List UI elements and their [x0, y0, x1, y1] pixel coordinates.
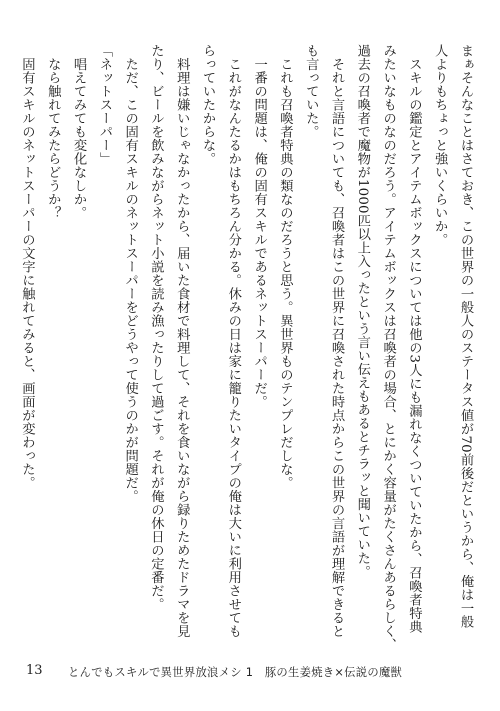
text-line: たり、ビールを飲みながらネット小説を読み漁ったりして過ごす。それが俺の休日の定番だ。 [148, 44, 164, 611]
text-line: 固有スキルのネットスーパーの文字に触れてみると、画面が変わった。 [19, 44, 35, 490]
text-line: 「ネットスーパー」 [96, 44, 112, 166]
text-line: らっていたからな。 [200, 44, 216, 166]
page-number: 13 [26, 663, 43, 678]
body-text [19, 44, 478, 652]
text-line: 一番の問題は、俺の固有スキルであるネットスーパーだ。 [251, 44, 267, 409]
text-line: これも召喚者特典の類なのだろうと思う。異世界ものテンプレだしな。 [277, 44, 293, 490]
text-line: なら触れてみたらどうか？ [45, 44, 61, 220]
text-line: これがなんたるかはもちろん分かる。休みの日は家に籠りたいタイプの俺は大いに利用させても [225, 44, 241, 638]
text-line: 過去の召喚者で魔物が1000匹以上入ったという言い伝えもあるとチラッと聞いていた。 [354, 44, 370, 579]
text-line: みたいなものなのだろう。アイテムボックスは召喚者の場合、とにかく容量がたくさんあるらしく、 [380, 44, 396, 652]
text-line: 料理は嫌いじゃなかったから、届いた食材で料理して、それを食いながら録りためたドラマを見 [174, 44, 190, 638]
text-line: 唱えてみても変化なしか。 [71, 44, 87, 220]
text-line: も言っていた。 [303, 44, 319, 139]
text-line: まぁそんなことはさておき、この世界の一般人のステータス値が70前後だというから、俺は一般 [458, 44, 473, 629]
text-line: スキルの鑑定とアイテムボックスについては他の3人にも漏れなくついていたから、召喚者特典 [406, 44, 422, 634]
running-title: とんでもスキルで異世界放浪メシ 1 豚の生姜焼き×伝説の魔獣 [68, 666, 403, 679]
text-line: ただ、この固有スキルのネットスーパーをどうやって使うのかが問題だ。 [122, 44, 138, 503]
text-line: それと言語についても、召喚者はこの世界に召喚された時点からこの世界の言語が理解できると [329, 44, 345, 638]
text-line: 人よりもちょっと強いくらいか。 [432, 44, 448, 247]
